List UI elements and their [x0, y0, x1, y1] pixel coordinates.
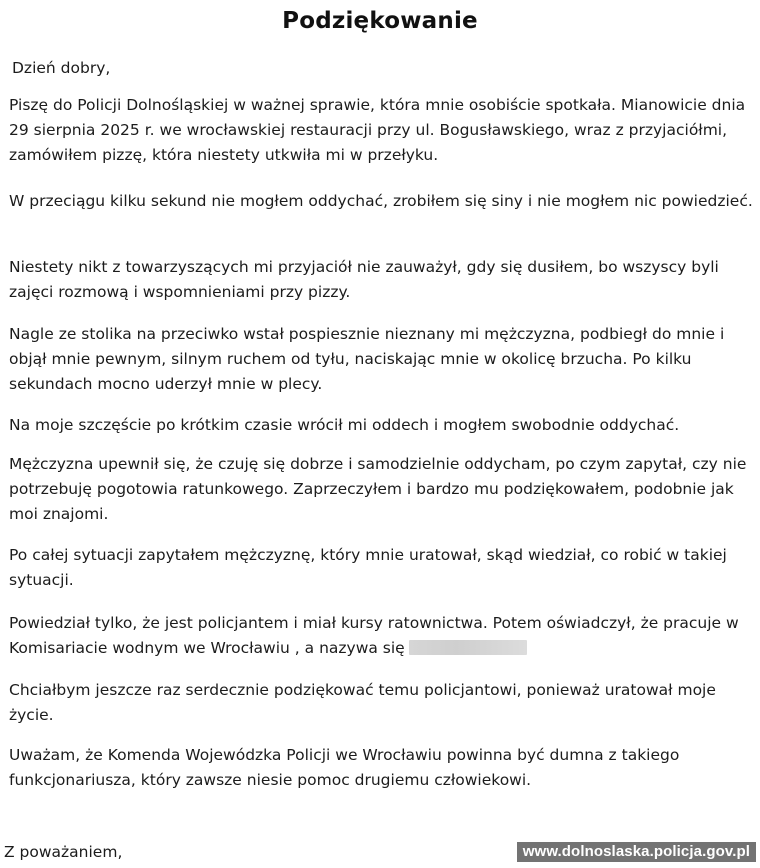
- redacted-name: [409, 640, 527, 655]
- paragraph-2: W przeciągu kilku sekund nie mogłem oddychać, zrobiłem się siny i nie mogłem nic powiedzieć.: [9, 192, 753, 210]
- paragraph-10: Uważam, że Komenda Wojewódzka Policji we Wrocławiu powinna być dumna z takiego funkcjonariusza, który zawsze niesie pomoc drugiemu człowiekowi.: [9, 746, 680, 789]
- paragraph-1: Piszę do Policji Dolnośląskiej w ważnej sprawie, która mnie osobiście spotkała. Mianowicie dnia 29 sierpnia 2025 r. we wrocławskiej restauracji przy ul. Bogusławskiego, wraz z przyjaciółmi, zamówiłem pizzę, która niestety utkwiła mi w przełyku.: [9, 96, 746, 164]
- letter-greeting: Dzień dobry,: [12, 59, 111, 77]
- paragraph-8: [9, 611, 754, 661]
- paragraph-6: Mężczyzna upewnił się, że czuję się dobrze i samodzielnie oddycham, po czym zapytał, czy nie potrzebuję pogotowia ratunkowego. Zaprzeczyłem i bardzo mu podziękowałem, podobnie jak moi znajomi.: [9, 455, 747, 523]
- letter-closing: Z poważaniem,: [4, 843, 123, 861]
- paragraph-8-text: Powiedział tylko, że jest policjantem i miał kursy ratownictwa. Potem oświadczył, że pracuje w Komisariacie wodnym we Wrocławiu , a nazywa się: [9, 614, 739, 657]
- letter-title: Podziękowanie: [282, 8, 478, 34]
- paragraph-7: Po całej sytuacji zapytałem mężczyznę, który mnie uratował, skąd wiedział, co robić w takiej sytuacji.: [9, 546, 727, 589]
- paragraph-3: Niestety nikt z towarzyszących mi przyjaciół nie zauważył, gdy się dusiłem, bo wszyscy byli zajęci rozmową i wspomnieniami przy pizzy.: [9, 258, 719, 301]
- paragraph-4: Nagle ze stolika na przeciwko wstał pospiesznie nieznany mi mężczyzna, podbiegł do mnie i objął mnie pewnym, silnym ruchem od tyłu, naciskając mnie w okolicę brzucha. Po kilku sekundach mocno uderzył mnie w plecy.: [9, 325, 725, 393]
- paragraph-5: Na moje szczęście po krótkim czasie wrócił mi oddech i mogłem swobodnie oddychać.: [9, 416, 680, 434]
- paragraph-9: Chciałbym jeszcze raz serdecznie podziękować temu policjantowi, ponieważ uratował moje życie.: [9, 681, 716, 724]
- source-watermark: www.dolnoslaska.policja.gov.pl: [517, 842, 756, 862]
